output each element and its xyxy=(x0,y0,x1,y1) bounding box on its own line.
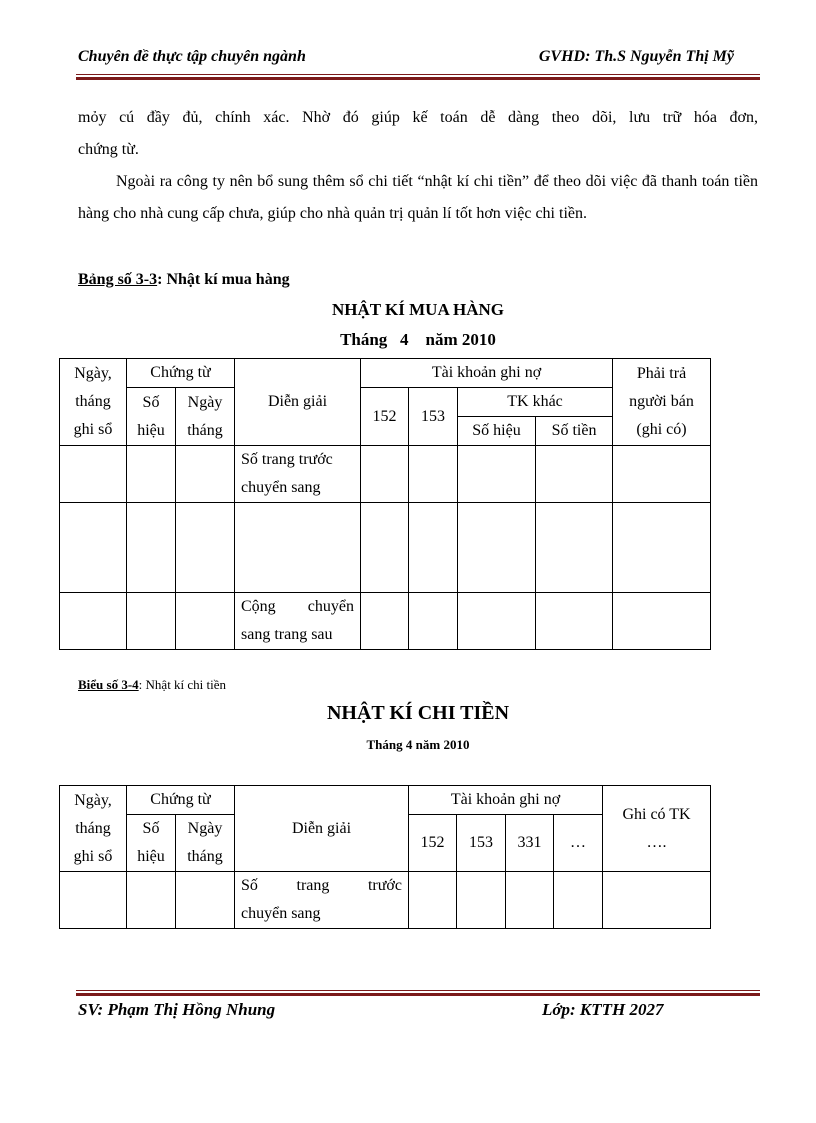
paragraph-2-text: Ngoài ra công ty nên bổ sung thêm sổ chi tiết “nhật kí chi tiền” để theo dõi việc đã thanh toán tiền hàng cho nhà cung cấp chưa, giúp cho nhà quản trị quản lí tốt hơn việc chi tiền. xyxy=(78,173,758,222)
col-header-voucher: Chứng từ xyxy=(127,786,235,815)
col-header-voucher-number-l2: hiệu xyxy=(137,848,165,865)
col-header-account-153: 153 xyxy=(457,815,506,872)
cash-payment-journal-table xyxy=(59,785,711,929)
paragraph-1-line-2: chứng từ. xyxy=(78,141,139,158)
table1-title: NHẬT KÍ MUA HÀNG xyxy=(331,300,505,319)
header-rule-thick xyxy=(76,77,760,80)
table2-caption xyxy=(78,677,226,693)
row-carry-out-l2: sang trang sau xyxy=(241,626,333,643)
table-row xyxy=(60,503,711,593)
table2-caption-text: : Nhật kí chi tiền xyxy=(138,677,227,692)
paragraph-2 xyxy=(78,166,758,230)
col-header-credit-l2: …. xyxy=(646,833,667,851)
col-header-voucher-number xyxy=(127,388,176,446)
col-header-voucher-number-l1: Số xyxy=(142,820,160,837)
footer-rule-thin xyxy=(76,990,760,991)
col-header-account-152: 152 xyxy=(409,815,457,872)
row-carry-out-word-2: chuyển xyxy=(307,598,354,615)
table1-caption-label: Bảng số 3-3 xyxy=(78,271,158,288)
col-header-account-152: 152 xyxy=(361,388,409,446)
col-header-credit-account xyxy=(603,786,711,872)
col-header-voucher-date-l1: Ngày xyxy=(187,393,223,411)
col-header-payable-l3: (ghi có) xyxy=(636,421,687,438)
col-header-voucher-date-l1: Ngày xyxy=(187,820,223,837)
row-carry-out-description xyxy=(235,593,361,650)
col-header-account-more: … xyxy=(554,815,603,872)
row-carry-in-l1: Số trang trước xyxy=(241,451,333,468)
col-header-voucher-number-l1: Số xyxy=(142,393,160,411)
footer-student: SV: Phạm Thị Hồng Nhung xyxy=(78,1000,276,1019)
col-header-date-l3: ghi sổ xyxy=(73,847,113,865)
purchase-journal-table xyxy=(59,358,711,650)
table-row xyxy=(60,872,711,929)
col-header-voucher: Chứng từ xyxy=(127,359,235,388)
table1-caption xyxy=(78,271,290,289)
col-header-payable-l2: người bán xyxy=(629,393,694,410)
col-header-other-amount: Số tiền xyxy=(536,417,613,446)
col-header-payable-l1: Phải trả xyxy=(636,365,687,382)
col-header-description: Diễn giải xyxy=(235,359,361,446)
col-header-debit-account: Tài khoản ghi nợ xyxy=(409,786,603,815)
col-header-voucher-date xyxy=(176,388,235,446)
row-carry-in-l2: chuyển sang xyxy=(241,479,321,496)
col-header-date xyxy=(60,786,127,872)
col-header-payable xyxy=(613,359,711,446)
table2-title: NHẬT KÍ CHI TIỀN xyxy=(326,702,510,724)
col-header-date-l1: Ngày, xyxy=(74,365,112,382)
footer-rule-thick xyxy=(76,993,760,996)
col-header-voucher-date-l2: tháng xyxy=(187,848,223,865)
header-course-title: Chuyên đề thực tập chuyên ngành xyxy=(78,48,306,65)
row-carry-out-word-1: Cộng xyxy=(241,598,276,615)
col-header-date-l2: tháng xyxy=(75,819,111,837)
table-row xyxy=(60,593,711,650)
row-carry-in-description xyxy=(235,872,409,929)
table1-caption-text: : Nhật kí mua hàng xyxy=(157,271,290,288)
table2-subtitle: Tháng 4 năm 2010 xyxy=(366,737,470,752)
col-header-other-number: Số hiệu xyxy=(458,417,536,446)
row-carry-in-word-3: trước xyxy=(367,877,402,894)
col-header-date xyxy=(60,359,127,446)
row-carry-in-description xyxy=(235,446,361,503)
col-header-account-153: 153 xyxy=(409,388,458,446)
row-carry-out-l1 xyxy=(241,593,354,621)
table1-subtitle: Tháng 4 năm 2010 xyxy=(340,330,496,349)
col-header-credit-l1: Ghi có TK xyxy=(622,805,691,823)
col-header-voucher-date xyxy=(176,815,235,872)
table-row xyxy=(60,446,711,503)
header-rule-thin xyxy=(76,74,760,75)
col-header-account-331: 331 xyxy=(506,815,554,872)
row-carry-in-word-2: trang xyxy=(296,877,330,894)
col-header-voucher-date-l2: tháng xyxy=(187,421,223,439)
row-carry-in-l1 xyxy=(241,872,402,900)
col-header-date-l1: Ngày, xyxy=(74,791,112,809)
paragraph-1-line-1: mỏy cú đầy đủ, chính xác. Nhờ đó giúp kế toán dễ dàng theo dõi, lưu trữ hóa đơn, xyxy=(78,109,758,126)
row-carry-in-word-1: Số xyxy=(241,877,258,894)
row-carry-in-l2: chuyển sang xyxy=(241,905,321,922)
col-header-voucher-number xyxy=(127,815,176,872)
col-header-description: Diễn giải xyxy=(235,786,409,872)
header-supervisor: GVHD: Th.S Nguyễn Thị Mỹ xyxy=(538,48,734,65)
col-header-voucher-number-l2: hiệu xyxy=(137,421,165,439)
col-header-debit-account: Tài khoản ghi nợ xyxy=(361,359,613,388)
col-header-date-l3: ghi sổ xyxy=(73,421,113,438)
table2-caption-label: Biểu số 3-4 xyxy=(78,677,139,692)
footer-class: Lớp: KTTH 2027 xyxy=(542,1000,664,1019)
col-header-date-l2: tháng xyxy=(75,393,111,410)
col-header-other-account: TK khác xyxy=(458,388,613,417)
